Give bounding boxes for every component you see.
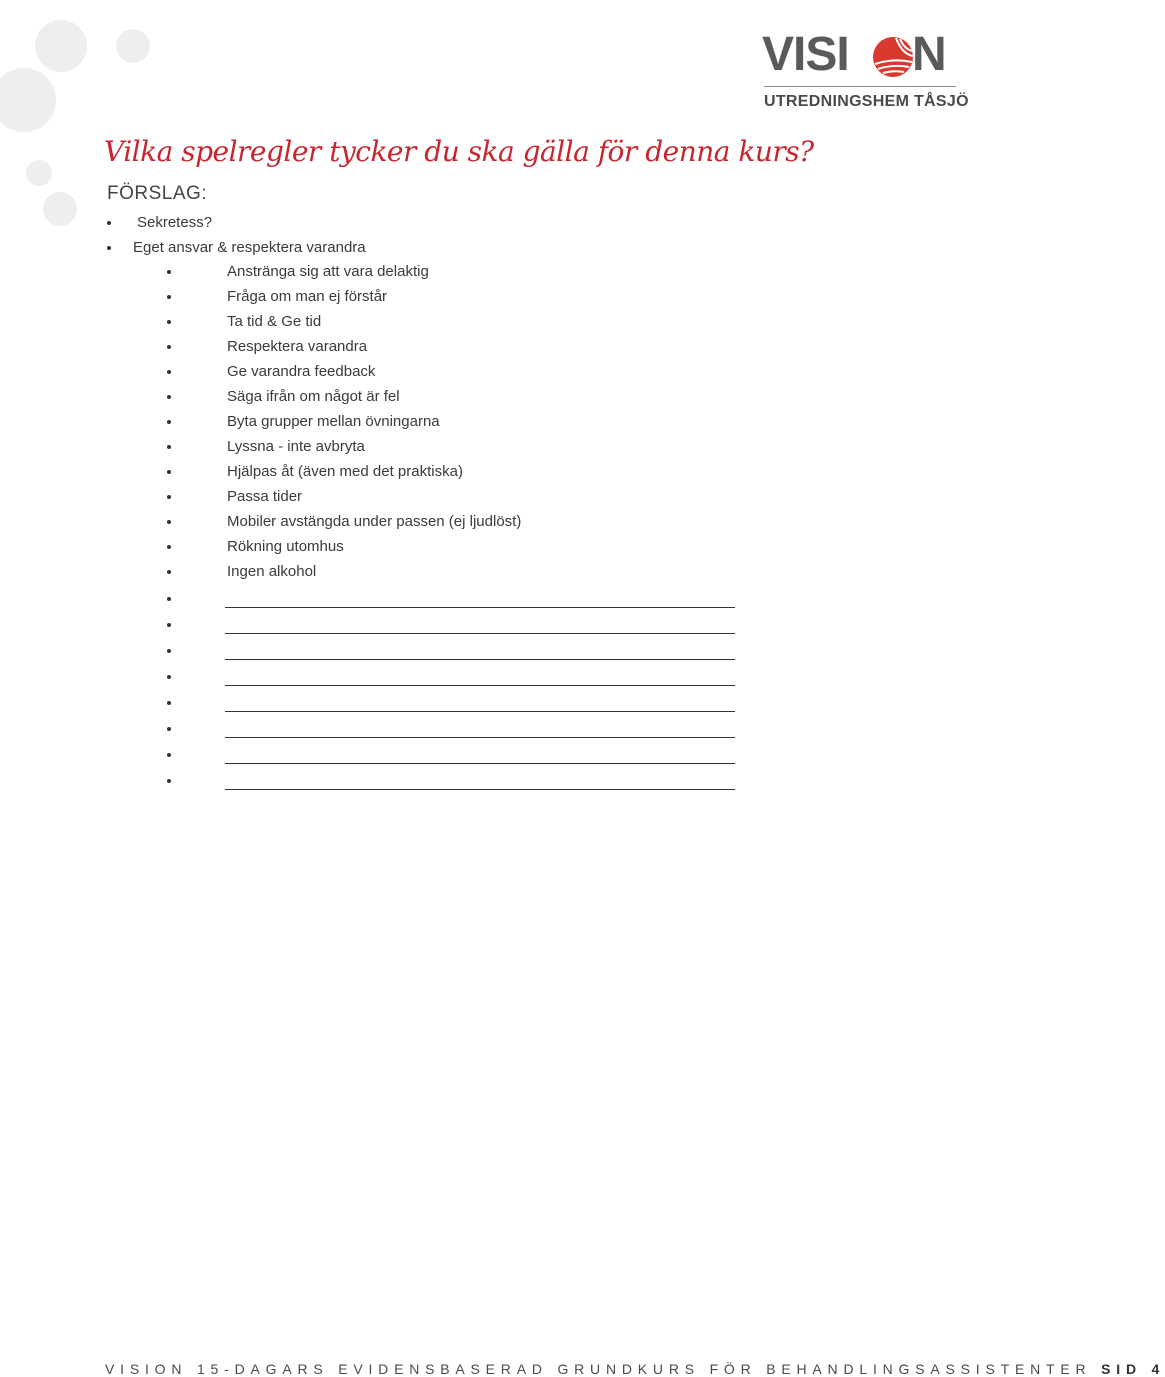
bullet-icon bbox=[167, 445, 171, 449]
page-title: Vilka spelregler tycker du ska gälla för denna kurs? bbox=[104, 135, 814, 168]
sub-list-item-label: Mobiler avstängda under passen (ej ljudlöst) bbox=[227, 513, 522, 530]
underline bbox=[225, 711, 735, 712]
sub-list-item-label: Respektera varandra bbox=[227, 338, 368, 355]
bullet-icon bbox=[167, 753, 171, 757]
sub-list-item-label: Anstränga sig att vara delaktig bbox=[227, 263, 429, 280]
underline bbox=[225, 633, 735, 634]
logo-wordmark-left: VISI bbox=[762, 28, 849, 81]
bullet-icon bbox=[167, 320, 171, 324]
bullet-icon bbox=[167, 545, 171, 549]
footer-text: VISION 15-DAGARS EVIDENSBASERAD GRUNDKURS FÖR BEHANDLINGSASSISTENTER bbox=[105, 1361, 1092, 1377]
underline bbox=[225, 685, 735, 686]
decor-circle bbox=[0, 68, 56, 132]
bullet-icon bbox=[167, 779, 171, 783]
blank-entry-line[interactable] bbox=[167, 718, 737, 740]
blank-entry-line[interactable] bbox=[167, 744, 737, 766]
vision-logo bbox=[762, 28, 969, 116]
underline bbox=[225, 659, 735, 660]
bullet-icon bbox=[167, 675, 171, 679]
bullet-icon bbox=[167, 470, 171, 474]
list-item bbox=[107, 214, 212, 231]
logo-subtitle: UTREDNINGSHEM TÅSJÖ bbox=[764, 93, 969, 110]
page-number: SID 4 bbox=[1101, 1361, 1165, 1377]
list-item bbox=[107, 239, 366, 256]
list-item-label: Eget ansvar & respektera varandra bbox=[133, 239, 366, 256]
sub-list-item-label: Fråga om man ej förstår bbox=[227, 288, 388, 305]
bullet-icon bbox=[167, 623, 171, 627]
bullet-icon bbox=[167, 420, 171, 424]
blank-entry-line[interactable] bbox=[167, 770, 737, 792]
bullet-icon bbox=[167, 370, 171, 374]
page-footer bbox=[105, 1361, 1165, 1377]
sub-list-item-label: Lyssna - inte avbryta bbox=[227, 438, 365, 455]
bullet-icon bbox=[167, 270, 171, 274]
list-item-label: Sekretess? bbox=[137, 214, 213, 231]
underline bbox=[225, 737, 735, 738]
sub-list-item-label: Ta tid & Ge tid bbox=[227, 313, 322, 330]
sub-list-item-label: Säga ifrån om något är fel bbox=[227, 388, 400, 405]
bullet-icon bbox=[167, 345, 171, 349]
bullet-icon bbox=[167, 520, 171, 524]
underline bbox=[225, 789, 735, 790]
sub-list-item-label: Ge varandra feedback bbox=[227, 363, 376, 380]
underline bbox=[225, 607, 735, 608]
decor-circle bbox=[43, 192, 77, 226]
decor-circle bbox=[26, 160, 52, 186]
blank-entry-line[interactable] bbox=[167, 614, 737, 636]
underline bbox=[225, 763, 735, 764]
bullet-icon bbox=[107, 221, 111, 225]
sub-list-item-label: Ingen alkohol bbox=[227, 563, 317, 580]
bullet-icon bbox=[167, 649, 171, 653]
suggestions-heading: FÖRSLAG: bbox=[107, 183, 208, 204]
sub-list-item-label: Rökning utomhus bbox=[227, 538, 344, 555]
sub-list-item-label: Hjälpas åt (även med det praktiska) bbox=[227, 463, 463, 480]
decor-circle bbox=[116, 29, 150, 63]
bullet-icon bbox=[167, 395, 171, 399]
sub-list-item-label: Passa tider bbox=[227, 488, 303, 505]
decor-circle bbox=[35, 20, 87, 72]
bullet-icon bbox=[167, 701, 171, 705]
bullet-icon bbox=[167, 727, 171, 731]
blank-entry-line[interactable] bbox=[167, 692, 737, 714]
blank-entry-line[interactable] bbox=[167, 640, 737, 662]
bullet-icon bbox=[167, 295, 171, 299]
blank-entry-line[interactable] bbox=[167, 666, 737, 688]
bullet-icon bbox=[167, 597, 171, 601]
bullet-icon bbox=[167, 570, 171, 574]
sub-list-item-label: Byta grupper mellan övningarna bbox=[227, 413, 440, 430]
logo-divider bbox=[764, 86, 956, 87]
bullet-icon bbox=[167, 495, 171, 499]
bullet-icon bbox=[107, 246, 111, 250]
logo-wordmark-right: N bbox=[912, 28, 947, 81]
blank-entry-line[interactable] bbox=[167, 588, 737, 610]
logo-ball-icon bbox=[872, 36, 914, 78]
